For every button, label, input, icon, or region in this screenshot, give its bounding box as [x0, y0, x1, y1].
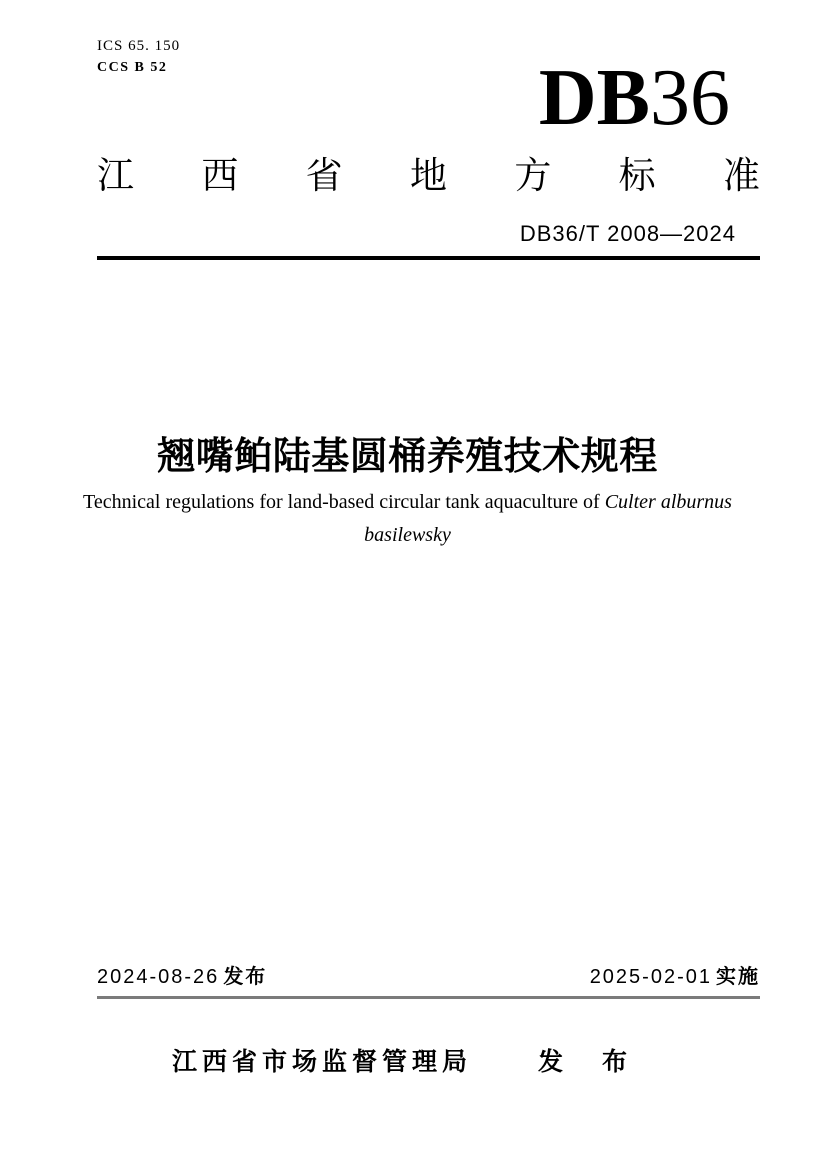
standard-name-char: 方: [514, 155, 552, 196]
ccs-code: CCS B 52: [97, 60, 168, 75]
classification-codes: [97, 36, 180, 78]
header-divider-rule: [97, 256, 760, 260]
standard-name-char: 准: [722, 155, 760, 196]
implementation-date-line: [590, 960, 760, 989]
issue-date-line: [97, 960, 267, 989]
issue-date: 2024-08-26: [97, 966, 220, 988]
db36-logo: [538, 54, 730, 142]
db36-logo-number: 36: [650, 54, 730, 142]
issue-date-label: 发布: [223, 966, 268, 988]
footer-divider-rule: [97, 996, 760, 999]
standard-name-char: 江: [97, 155, 134, 196]
standard-name-char: 省: [305, 155, 343, 196]
publisher-name: 江西省市场监督管理局: [172, 1048, 473, 1076]
standard-name-char: 地: [409, 155, 447, 196]
implementation-date-label: 实施: [716, 966, 760, 988]
title-english-normal: Technical regulations for land-based circular tank aquaculture of: [83, 491, 605, 513]
species-name-part2: basilewsky: [364, 524, 451, 546]
standard-name-char: 标: [618, 155, 656, 196]
implementation-date: 2025-02-01: [589, 966, 712, 988]
document-title-chinese: 翘嘴鲌陆基圆桶养殖技术规程: [157, 436, 658, 478]
standard-number: DB36/T 2008—2024: [519, 221, 736, 246]
db36-logo-prefix: DB: [538, 54, 650, 142]
publish-label: 发 布: [538, 1048, 643, 1076]
ics-code: ICS 65. 150: [97, 38, 181, 54]
species-name-part1: Culter alburnus: [604, 491, 732, 513]
standard-name-char: 西: [201, 155, 239, 196]
provincial-standard-name: [97, 155, 760, 197]
publisher-line: [0, 1042, 815, 1078]
document-title-english: [0, 486, 815, 552]
